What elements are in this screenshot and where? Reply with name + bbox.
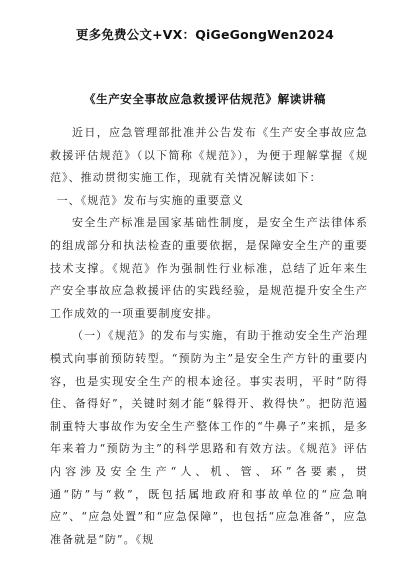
section-heading: 一、《规范》发布与实施的重要意义	[56, 193, 244, 207]
paragraph-point-one: （一）《规范》的发布与实施，有助于推动安全生产治理模式向事前预防转型。“预防为主”是安全生产方针的重要内容，也是实现安全生产的根本途径。事实表明，平时“防得住、备得好”，关键时刻才能“躲得开、救得快”。把防范遏制重特大事故作为安全生产整体工作的“牛鼻子”来抓，是多年来着力“预防为主”的科学思路和有效方法。《规范》评估内容涉及安全生产“人、机、管、环”各要素，贯通“防”与“救”，既包括属地政府和事故单位的“应急响应”、“应急处置”和“应急保障”，也包括“应急准备”，应急准备就是“防”。《规	[50, 329, 368, 546]
document-title: 《生产安全事故应急救援评估规范》解读讲稿	[84, 92, 326, 106]
document-body	[50, 122, 368, 551]
paragraph-intro: 近日，应急管理部批准并公告发布《生产安全事故应急救援评估规范》（以下简称《规范》），为便于理解掌握《规范》、推动贯彻实施工作，现就有关情况解读如下：	[50, 126, 368, 185]
header-note: 更多免费公文+VX：QiGeGongWen2024	[75, 27, 335, 42]
paragraph-standards: 安全生产标准是国家基础性制度，是安全生产法律体系的组成部分和执法检查的重要依据，是保障安全生产的重要技术支撑。《规范》作为强制性行业标准，总结了近年来生产安全事故应急救援评估的实践经验，是规范提升安全生产工作成效的一项重要制度安排。	[50, 216, 368, 320]
